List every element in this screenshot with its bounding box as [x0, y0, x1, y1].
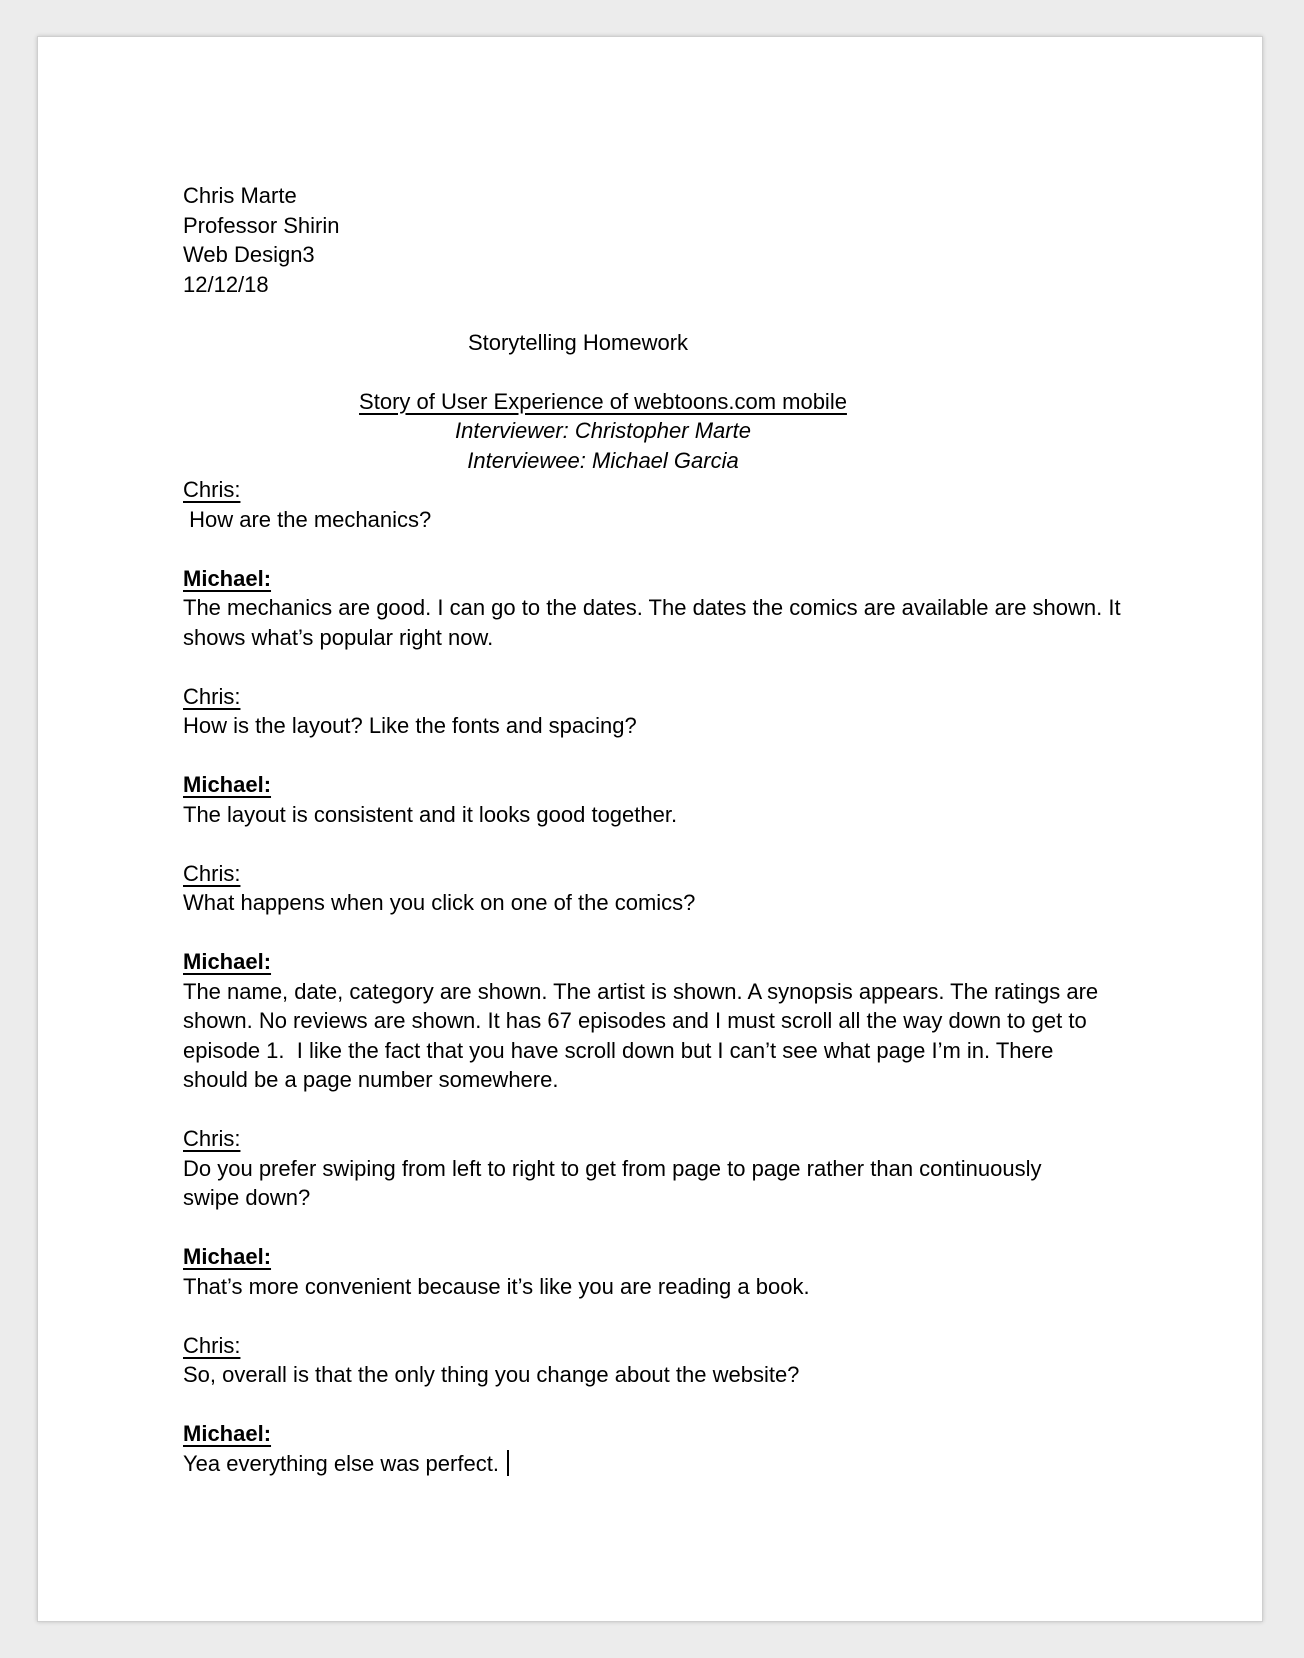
dialogue-line: So, overall is that the only thing you change about the website? — [183, 1362, 800, 1387]
dialogue-line-final — [183, 1449, 1123, 1479]
dialogue-line: How are the mechanics? — [183, 506, 432, 532]
speaker-michael: Michael: — [183, 1244, 272, 1269]
dialogue-entry — [183, 947, 1123, 1095]
dialogue-entry — [183, 859, 1123, 918]
speaker-chris: Chris: — [183, 683, 241, 709]
document-subtitle: Story of User Experience of webtoons.com mobile — [359, 388, 847, 414]
document-body[interactable] — [183, 181, 1123, 1478]
document-date: 12/12/18 — [183, 271, 269, 297]
dialogue-line: The mechanics are good. I can go to the dates. The dates the comics are available are shown. It — [183, 595, 1121, 620]
speaker-michael: Michael: — [183, 949, 272, 974]
speaker-michael: Michael: — [183, 772, 272, 797]
dialogue-line: That’s more convenient because it’s like you are reading a book. — [183, 1273, 810, 1299]
dialogue-entry — [183, 770, 1123, 829]
dialogue-line: shown. No reviews are shown. It has 67 episodes and I must scroll all the way down to get to — [183, 1008, 1087, 1033]
dialogue-line: should be a page number somewhere. — [183, 1067, 559, 1092]
document-page[interactable] — [37, 36, 1263, 1622]
dialogue-entry — [183, 564, 1123, 653]
subtitle-block — [183, 387, 1023, 476]
dialogue-entry — [183, 1242, 1123, 1301]
speaker-michael: Michael: — [183, 1421, 272, 1446]
dialogue-entry — [183, 1331, 1123, 1390]
author-name: Chris Marte — [183, 183, 297, 208]
speaker-chris: Chris: — [183, 1126, 241, 1151]
interviewee-line: Interviewee: Michael Garcia — [467, 447, 739, 473]
dialogue-entry — [183, 1124, 1123, 1213]
dialogue-line: How is the layout? Like the fonts and spacing? — [183, 713, 637, 738]
header-block — [183, 181, 1123, 299]
speaker-michael: Michael: — [183, 565, 272, 591]
dialogue-line: episode 1. I like the fact that you have scroll down but I can’t see what page I’m in. There — [183, 1037, 1054, 1063]
dialogue-line: The layout is consistent and it looks good together. — [183, 801, 678, 827]
dialogue-line: The name, date, category are shown. The artist is shown. A synopsis appears. The ratings are — [183, 978, 1099, 1004]
dialogue-entry — [183, 475, 1123, 534]
document-title: Storytelling Homework — [467, 330, 689, 355]
dialogue-line: Yea everything else was perfect. — [183, 1450, 499, 1476]
dialogue-entry — [183, 1419, 1123, 1478]
speaker-chris: Chris: — [183, 477, 241, 502]
speaker-chris: Chris: — [183, 860, 241, 886]
speaker-chris: Chris: — [183, 1332, 241, 1358]
dialogue-line: shows what’s popular right now. — [183, 624, 494, 650]
dialogue-line: swipe down? — [183, 1185, 311, 1210]
professor-name: Professor Shirin — [183, 212, 340, 238]
text-cursor — [507, 1450, 509, 1476]
course-name: Web Design3 — [183, 242, 315, 267]
dialogue-line: What happens when you click on one of the comics? — [183, 890, 696, 915]
dialogue-line: Do you prefer swiping from left to right to get from page to page rather than continuously — [183, 1155, 1042, 1181]
interviewer-line: Interviewer: Christopher Marte — [455, 418, 751, 443]
dialogue-entry — [183, 682, 1123, 741]
